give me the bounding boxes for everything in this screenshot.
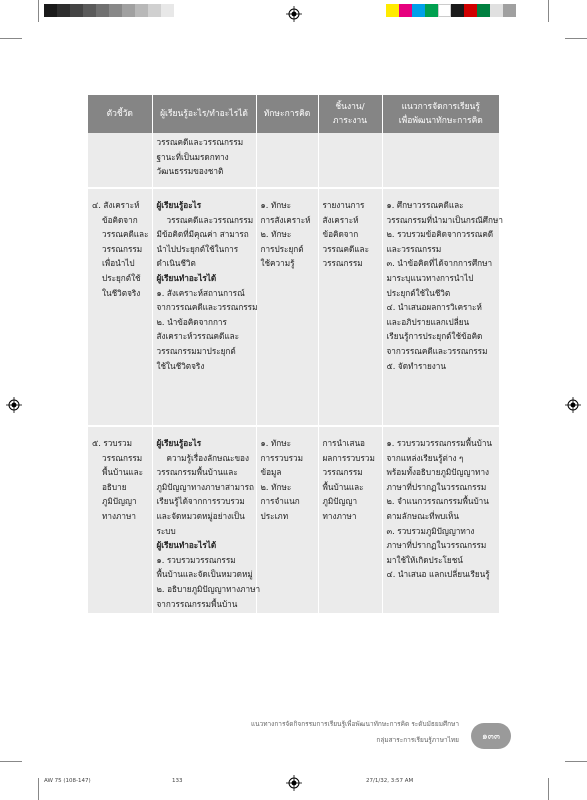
cell-text-line: วรรณกรรมพื้นบ้านและ xyxy=(156,467,238,478)
cell-text-line: ๔. นำเสนอผลการวิเคราะห์ xyxy=(386,302,482,313)
cell-text-line: มีข้อคิดที่มีคุณค่า สามารถ xyxy=(156,229,249,240)
cell-text-line: นำไปประยุกต์ใช้ในการ xyxy=(156,243,239,254)
cell-text-line: วรรณกรรม xyxy=(102,452,143,463)
table-cell xyxy=(152,426,261,641)
cell-text-line: ๓. รวบรวมภูมิปัญญาทาง xyxy=(386,525,475,536)
cell-text-line: ใช้ในชีวิตจริง xyxy=(156,360,205,371)
trim-mark xyxy=(565,38,587,39)
cell-text-line: ๑. ศึกษาวรรณคดีและ xyxy=(386,200,464,210)
trim-mark xyxy=(38,0,39,22)
cell-text-line: วัฒนธรรมของชาติ xyxy=(156,166,224,177)
header-workpiece: ชิ้นงาน/ ภาระงาน xyxy=(318,95,382,133)
table-cell xyxy=(318,133,382,188)
cell-text-line: ๒. ทักษะ xyxy=(260,229,292,240)
cell-text-line: มาระบุแนวทางการนำไป xyxy=(386,272,474,283)
cell-text-line: ผลการรวบรวม xyxy=(322,452,375,463)
color-swatch xyxy=(490,4,503,17)
trim-mark xyxy=(548,0,549,22)
color-swatch xyxy=(83,4,96,17)
cell-text-line: วรรณกรรม xyxy=(322,467,363,478)
color-swatch xyxy=(438,4,451,17)
color-swatch xyxy=(44,4,57,17)
cell-text-line: ทางภาษา xyxy=(322,510,357,521)
cell-text-line: และวรรณกรรม xyxy=(386,243,442,254)
cell-text-line: การรวบรวม xyxy=(260,452,304,463)
cell-text-line: ข้อคิดจาก xyxy=(102,214,138,225)
cell-text-line: การสังเคราะห์ xyxy=(260,214,311,225)
cell-text-line: และอภิปรายแลกเปลี่ยน xyxy=(386,316,470,327)
cell-text-line: ๑. ทักษะ xyxy=(260,200,292,210)
cell-text-line: การนำเสนอ xyxy=(322,438,365,448)
cell-text-line: เรียนรู้ได้จากการรวบรวม xyxy=(156,496,245,507)
cell-text-line: มาใช้ให้เกิดประโยชน์ xyxy=(386,554,463,565)
color-swatch xyxy=(425,4,438,17)
table-cell xyxy=(382,133,499,188)
cell-text-line: ภาษาที่ปรากฏในวรรณกรรม xyxy=(386,481,487,492)
cell-text-line: ภาษาที่ปรากฏในวรรณกรรม xyxy=(386,540,487,551)
cell-text-line: และจัดหมวดหมู่อย่างเป็น xyxy=(156,510,245,521)
registration-mark-icon xyxy=(565,397,581,413)
cell-text-line: ข้อมูล xyxy=(260,467,282,478)
cell-text-line: พื้นบ้านและจัดเป็นหมวดหมู่ xyxy=(156,569,253,580)
trim-mark xyxy=(38,778,39,800)
trim-mark xyxy=(565,761,587,762)
cell-text-line: ข้อคิดจาก xyxy=(322,229,359,240)
color-swatch xyxy=(122,4,135,17)
cell-text-line: ๒. จำแนกวรรณกรรมพื้นบ้าน xyxy=(386,496,489,507)
cell-text-line: ผู้เรียนทำอะไรได้ xyxy=(156,540,217,551)
table-cell xyxy=(88,133,152,188)
cell-text-line: ผู้เรียนทำอะไรได้ xyxy=(156,272,217,283)
table-cell xyxy=(318,188,382,426)
cell-text-line: จากวรรณคดีและวรรณกรรม xyxy=(156,302,258,313)
cell-text-line: ๒. ทักษะ xyxy=(260,481,292,492)
color-swatch xyxy=(451,4,464,17)
cell-text-line: ใช้ความรู้ xyxy=(260,258,295,269)
cell-text-line: ๑. รวบรวมวรรณกรรม xyxy=(156,554,236,565)
print-slug-datetime: 27/1/32, 3:57 AM xyxy=(366,778,414,784)
header-thinking-skill: ทักษะการคิด xyxy=(256,95,318,133)
cell-text-line: จากแหล่งเรียนรู้ต่าง ๆ xyxy=(386,452,464,463)
cell-text-line: ๔. นำเสนอ แลกเปลี่ยนเรียนรู้ xyxy=(386,569,490,580)
cell-text-line: ดำเนินชีวิต xyxy=(156,258,196,269)
cell-text-line: ผู้เรียนรู้อะไร xyxy=(156,200,202,210)
registration-mark-icon xyxy=(286,775,302,791)
cell-text-line: ๓. นำข้อคิดที่ได้จากการศึกษา xyxy=(386,258,493,269)
print-slug-file: AW 75 (108-147) xyxy=(44,778,91,784)
color-swatch xyxy=(386,4,399,17)
color-calibration-bar-right xyxy=(386,4,516,17)
cell-text-line: ตามลักษณะที่พบเห็น xyxy=(386,510,459,521)
cell-text-line: วรรณคดีและ xyxy=(102,229,149,240)
table-row xyxy=(88,133,499,188)
table-row xyxy=(88,188,499,426)
color-swatch xyxy=(148,4,161,17)
cell-text-line: ภูมิปัญญาทางภาษาสามารถ xyxy=(156,481,254,492)
trim-mark xyxy=(0,761,22,762)
cell-text-line: การประยุกต์ xyxy=(260,243,304,254)
footer-subject-group: กลุ่มสาระการเรียนรู้ภาษาไทย xyxy=(376,736,459,744)
cell-text-line: ทางภาษา xyxy=(102,510,136,521)
cell-text-line: ในชีวิตจริง xyxy=(102,287,141,298)
color-swatch xyxy=(503,4,516,17)
cell-text-line: ๕. รวบรวม xyxy=(92,438,132,448)
table-cell xyxy=(88,426,152,641)
cell-text-line: ภูมิปัญญา xyxy=(102,496,137,507)
cell-text-line: ประยุกต์ใช้ในชีวิต xyxy=(386,287,451,298)
table-cell xyxy=(318,426,382,641)
cell-text-line: วรรณคดีและ xyxy=(322,243,369,254)
color-swatch xyxy=(161,4,174,17)
cell-text-line: ประเภท xyxy=(260,510,289,521)
header-indicator: ตัวชี้วัด xyxy=(88,95,152,133)
cell-text-line: ความรู้เรื่องลักษณะของ xyxy=(166,452,249,463)
table-cell xyxy=(382,426,499,641)
table-row xyxy=(88,426,499,641)
cell-text-line: รายงานการ xyxy=(322,200,365,210)
cell-text-line: วรรณกรรมมาประยุกต์ xyxy=(156,345,236,356)
cell-text-line: การจำแนก xyxy=(260,496,300,507)
registration-mark-icon xyxy=(286,6,302,22)
table-cell xyxy=(256,188,318,426)
registration-mark-icon xyxy=(6,397,22,413)
print-slug-page: 133 xyxy=(172,778,183,784)
color-swatch xyxy=(477,4,490,17)
cell-text-line: ฐานะที่เป็นมรดกทาง xyxy=(156,151,229,162)
cell-text-line: สังเคราะห์วรรณคดีและ xyxy=(156,331,240,342)
cell-text-line: วรรณกรรมที่นำมาเป็นกรณีศึกษา xyxy=(386,214,503,225)
header-learning-approach: แนวการจัดการเรียนรู้ เพื่อพัฒนาทักษะการคิด xyxy=(382,95,499,133)
color-swatch xyxy=(96,4,109,17)
color-swatch xyxy=(70,4,83,17)
header-learning-outcome: ผู้เรียนรู้อะไร/ทำอะไรได้ xyxy=(152,95,256,133)
cell-text-line: ๑. สังเคราะห์สถานการณ์ xyxy=(156,287,245,298)
table-header-row xyxy=(88,95,499,133)
table-cell xyxy=(152,133,256,188)
cell-text-line: ๔. สังเคราะห์ xyxy=(92,200,140,210)
cell-text-line: พื้นบ้านและ xyxy=(322,481,364,492)
cell-text-line: อธิบาย xyxy=(102,481,127,492)
trim-mark xyxy=(0,38,22,39)
cell-text-line: พร้อมทั้งอธิบายภูมิปัญญาทาง xyxy=(386,467,490,478)
cell-text-line: เพื่อนำไป xyxy=(102,258,135,269)
cell-text-line: ประยุกต์ใช้ xyxy=(102,272,141,283)
cell-text-line: ๕. จัดทำรายงาน xyxy=(386,360,446,371)
cell-text-line: ระบบ xyxy=(156,525,176,536)
color-swatch xyxy=(109,4,122,17)
cell-text-line: สังเคราะห์ xyxy=(322,214,359,225)
table-cell xyxy=(256,426,318,641)
cell-text-line: วรรณคดีและวรรณกรรม xyxy=(156,137,244,147)
cell-text-line: พื้นบ้านและ xyxy=(102,467,144,478)
cell-text-line: วรรณกรรม xyxy=(322,258,363,269)
page-number-badge: ๑๓๓ xyxy=(471,723,511,749)
color-swatch xyxy=(412,4,425,17)
learning-plan-table xyxy=(88,95,503,613)
color-swatch xyxy=(464,4,477,17)
cell-text-line: จากวรรณกรรมพื้นบ้าน xyxy=(156,598,238,609)
cell-text-line: ภูมิปัญญา xyxy=(322,496,358,507)
cell-text-line: ๒. รวบรวมข้อคิดจากวรรณคดี xyxy=(386,229,494,240)
cell-text-line: ๑. รวบรวมวรรณกรรมพื้นบ้าน xyxy=(386,438,493,448)
color-swatch xyxy=(135,4,148,17)
table-cell xyxy=(256,133,318,188)
cell-text-line: จากวรรณคดีและวรรณกรรม xyxy=(386,345,488,356)
color-swatch xyxy=(399,4,412,17)
table-cell xyxy=(382,188,503,426)
table-cell xyxy=(152,188,256,426)
cell-text-line: เรียนรู้การประยุกต์ใช้ข้อคิด xyxy=(386,331,483,342)
trim-mark xyxy=(548,778,549,800)
cell-text-line: ๑. ทักษะ xyxy=(260,438,292,448)
color-calibration-bar-left xyxy=(44,4,174,17)
cell-text-line: วรรณกรรม xyxy=(102,243,143,254)
table-cell xyxy=(88,188,152,426)
color-swatch xyxy=(57,4,70,17)
cell-text-line: วรรณคดีและวรรณกรรม xyxy=(166,214,254,225)
cell-text-line: ๒. นำข้อคิดจากการ xyxy=(156,316,227,327)
cell-text-line: ผู้เรียนรู้อะไร xyxy=(156,438,202,448)
cell-text-line: ๒. อธิบายภูมิปัญญาทางภาษา xyxy=(156,583,261,594)
footer-book-title: แนวทางการจัดกิจกรรมการเรียนรู้เพื่อพัฒนาทักษะการคิด ระดับมัธยมศึกษา xyxy=(250,720,459,728)
